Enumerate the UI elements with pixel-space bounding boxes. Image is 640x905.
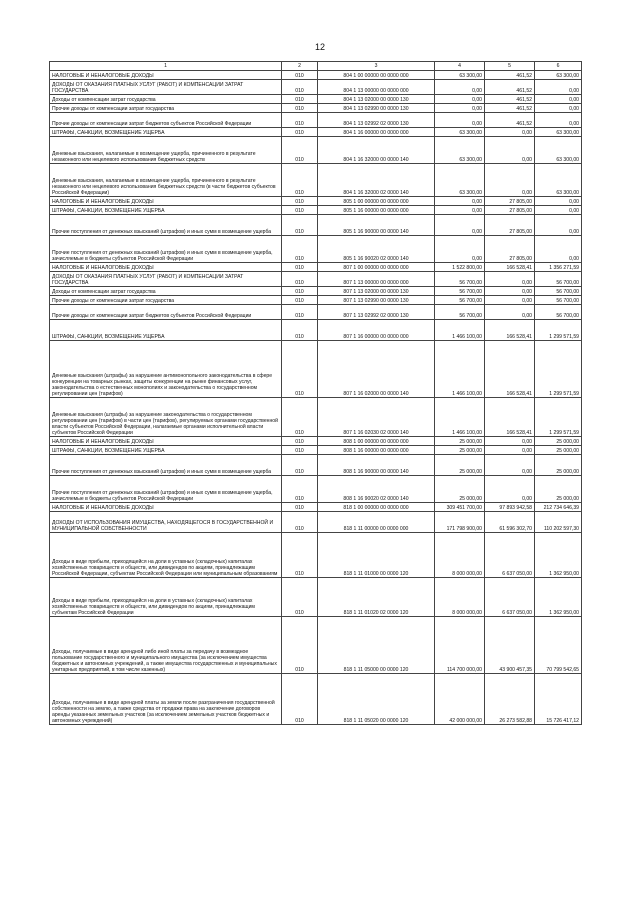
table-row: [50, 398, 582, 437]
executed-amount: 0,00: [485, 137, 535, 164]
executed-amount: 6 637 050,00: [485, 533, 535, 578]
indicator-name: Денежные взыскания (штрафы) за нарушение антимонопольного законодательства в сфере конкуренции на товарных рынках, защиты конкуренции на рынке финансовых услуг, законодательства о естественных монополиях и законодательства о государственном регулировании цен (тарифов): [50, 341, 282, 398]
indicator-name: Доходы от компенсации затрат государства: [50, 287, 282, 296]
indicator-name: ДОХОДЫ ОТ ОКАЗАНИЯ ПЛАТНЫХ УСЛУГ (РАБОТ) И КОМПЕНСАЦИИ ЗАТРАТ ГОСУДАРСТВА: [50, 80, 282, 95]
line-code: 010: [282, 341, 318, 398]
budget-classification-code: 804 1 16 32000 00 0000 140: [318, 137, 435, 164]
page-number: 12: [314, 42, 325, 52]
indicator-name: НАЛОГОВЫЕ И НЕНАЛОГОВЫЕ ДОХОДЫ: [50, 437, 282, 446]
table-row: [50, 263, 582, 272]
table-row: [50, 320, 582, 341]
indicator-name: Прочие поступления от денежных взысканий (штрафов) и иных сумм в возмещение ущерба, зачисляемые в бюджеты субъектов Российской Федерации: [50, 476, 282, 503]
table-row: [50, 455, 582, 476]
table-row: [50, 446, 582, 455]
approved-amount: 63 300,00: [435, 128, 485, 137]
unexecuted-amount: 63 300,00: [535, 71, 582, 80]
column-number: 3: [318, 62, 435, 71]
executed-amount: 27 805,00: [485, 215, 535, 236]
column-number: 4: [435, 62, 485, 71]
line-code: 010: [282, 215, 318, 236]
indicator-name: НАЛОГОВЫЕ И НЕНАЛОГОВЫЕ ДОХОДЫ: [50, 197, 282, 206]
unexecuted-amount: 1 362 950,00: [535, 533, 582, 578]
budget-classification-code: 807 1 00 00000 00 0000 000: [318, 263, 435, 272]
unexecuted-amount: 0,00: [535, 113, 582, 128]
column-number: 5: [485, 62, 535, 71]
table-row: [50, 578, 582, 617]
executed-amount: 166 528,41: [485, 341, 535, 398]
unexecuted-amount: 1 356 271,59: [535, 263, 582, 272]
line-code: 010: [282, 512, 318, 533]
budget-classification-code: 807 1 13 02990 00 0000 130: [318, 296, 435, 305]
indicator-name: Доходы в виде прибыли, приходящейся на доли в уставных (складочных) капиталах хозяйственных товариществ и обществ, или дивидендов по акциям, принадлежащим субъектам Российской Федерации: [50, 578, 282, 617]
line-code: 010: [282, 533, 318, 578]
executed-amount: 166 528,41: [485, 320, 535, 341]
approved-amount: 0,00: [435, 104, 485, 113]
indicator-name: НАЛОГОВЫЕ И НЕНАЛОГОВЫЕ ДОХОДЫ: [50, 263, 282, 272]
revenue-table: [49, 61, 582, 725]
approved-amount: 8 000 000,00: [435, 578, 485, 617]
table-row: [50, 71, 582, 80]
table-row: [50, 674, 582, 725]
approved-amount: 0,00: [435, 236, 485, 263]
budget-classification-code: 804 1 13 00000 00 0000 000: [318, 80, 435, 95]
table-row: [50, 206, 582, 215]
line-code: 010: [282, 80, 318, 95]
executed-amount: 461,52: [485, 71, 535, 80]
unexecuted-amount: 56 700,00: [535, 272, 582, 287]
approved-amount: 1 466 100,00: [435, 341, 485, 398]
unexecuted-amount: 0,00: [535, 197, 582, 206]
unexecuted-amount: 70 799 542,65: [535, 617, 582, 674]
unexecuted-amount: 1 299 571,59: [535, 341, 582, 398]
budget-classification-code: 804 1 16 32000 02 0000 140: [318, 164, 435, 197]
line-code: 010: [282, 617, 318, 674]
line-code: 010: [282, 206, 318, 215]
executed-amount: 0,00: [485, 437, 535, 446]
unexecuted-amount: 1 362 950,00: [535, 578, 582, 617]
approved-amount: 56 700,00: [435, 296, 485, 305]
budget-classification-code: 804 1 16 00000 00 0000 000: [318, 128, 435, 137]
executed-amount: 0,00: [485, 296, 535, 305]
executed-amount: 97 893 942,58: [485, 503, 535, 512]
executed-amount: 461,52: [485, 80, 535, 95]
executed-amount: 43 900 457,35: [485, 617, 535, 674]
unexecuted-amount: 63 300,00: [535, 164, 582, 197]
budget-classification-code: 804 1 13 02992 02 0000 130: [318, 113, 435, 128]
approved-amount: 114 700 000,00: [435, 617, 485, 674]
executed-amount: 461,52: [485, 95, 535, 104]
indicator-name: Денежные взыскания, налагаемые в возмещение ущерба, причиненного в результате незаконного или нецелевого использования бюджетных средств: [50, 137, 282, 164]
budget-classification-code: 818 1 11 05000 00 0000 120: [318, 617, 435, 674]
line-code: 010: [282, 320, 318, 341]
approved-amount: 63 300,00: [435, 164, 485, 197]
approved-amount: 25 000,00: [435, 455, 485, 476]
approved-amount: 42 000 000,00: [435, 674, 485, 725]
indicator-name: Прочие поступления от денежных взысканий (штрафов) и иных сумм в возмещение ущерба: [50, 215, 282, 236]
unexecuted-amount: 1 299 571,59: [535, 320, 582, 341]
approved-amount: 0,00: [435, 215, 485, 236]
approved-amount: 1 466 100,00: [435, 398, 485, 437]
budget-classification-code: 818 1 11 00000 00 0000 000: [318, 512, 435, 533]
approved-amount: 25 000,00: [435, 446, 485, 455]
approved-amount: 0,00: [435, 95, 485, 104]
line-code: 010: [282, 104, 318, 113]
indicator-name: Прочие поступления от денежных взысканий (штрафов) и иных сумм в возмещение ущерба: [50, 455, 282, 476]
approved-amount: 56 700,00: [435, 287, 485, 296]
indicator-name: Денежные взыскания (штрафы) за нарушение законодательства о государственном регулировании цен (тарифов) в части цен (тарифов), регулируемых органами государственной власти субъектов Российской Федерации, налагаемые органами исполнительной власти субъектов Российской Федерации: [50, 398, 282, 437]
line-code: 010: [282, 296, 318, 305]
unexecuted-amount: 63 300,00: [535, 128, 582, 137]
budget-classification-code: 807 1 13 00000 00 0000 000: [318, 272, 435, 287]
budget-classification-code: 807 1 13 02992 02 0000 130: [318, 305, 435, 320]
table-row: [50, 80, 582, 95]
indicator-name: Доходы, получаемые в виде арендной платы за земли после разграничения государственной собственности на землю, а также средства от продажи права на заключение договоров аренды указанных земельных участков (за исключением земельных участков бюджетных и автономных учреждений): [50, 674, 282, 725]
approved-amount: 8 000 000,00: [435, 533, 485, 578]
approved-amount: 171 798 900,00: [435, 512, 485, 533]
executed-amount: 0,00: [485, 164, 535, 197]
budget-classification-code: 804 1 13 02000 00 0000 130: [318, 95, 435, 104]
line-code: 010: [282, 446, 318, 455]
column-number: 2: [282, 62, 318, 71]
column-number: 1: [50, 62, 282, 71]
approved-amount: 1 466 100,00: [435, 320, 485, 341]
line-code: 010: [282, 398, 318, 437]
line-code: 010: [282, 263, 318, 272]
line-code: 010: [282, 113, 318, 128]
unexecuted-amount: 63 300,00: [535, 137, 582, 164]
indicator-name: ШТРАФЫ, САНКЦИИ, ВОЗМЕЩЕНИЕ УЩЕРБА: [50, 206, 282, 215]
table-row: [50, 296, 582, 305]
table-row: [50, 287, 582, 296]
indicator-name: Денежные взыскания, налагаемые в возмещение ущерба, причиненного в результате незаконного или нецелевого использования бюджетных средств (в части бюджетов субъектов Российской Федерации): [50, 164, 282, 197]
unexecuted-amount: 25 000,00: [535, 446, 582, 455]
indicator-name: Прочие поступления от денежных взысканий (штрафов) и иных сумм в возмещение ущерба, зачисляемые в бюджеты субъектов Российской Федерации: [50, 236, 282, 263]
unexecuted-amount: 25 000,00: [535, 455, 582, 476]
table-row: [50, 533, 582, 578]
table-row: [50, 437, 582, 446]
table-row: [50, 476, 582, 503]
line-code: 010: [282, 236, 318, 263]
line-code: 010: [282, 197, 318, 206]
line-code: 010: [282, 305, 318, 320]
approved-amount: 25 000,00: [435, 437, 485, 446]
approved-amount: 0,00: [435, 206, 485, 215]
line-code: 010: [282, 476, 318, 503]
executed-amount: 0,00: [485, 476, 535, 503]
indicator-name: ДОХОДЫ ОТ ИСПОЛЬЗОВАНИЯ ИМУЩЕСТВА, НАХОДЯЩЕГОСЯ В ГОСУДАРСТВЕННОЙ И МУНИЦИПАЛЬНОЙ СОБСТВЕННОСТИ: [50, 512, 282, 533]
table-row: [50, 236, 582, 263]
table-row: [50, 197, 582, 206]
indicator-name: ШТРАФЫ, САНКЦИИ, ВОЗМЕЩЕНИЕ УЩЕРБА: [50, 128, 282, 137]
unexecuted-amount: 25 000,00: [535, 437, 582, 446]
budget-classification-code: 805 1 16 00000 00 0000 000: [318, 206, 435, 215]
indicator-name: Прочие доходы от компенсации затрат государства: [50, 104, 282, 113]
unexecuted-amount: 15 726 417,12: [535, 674, 582, 725]
table-row: [50, 164, 582, 197]
line-code: 010: [282, 674, 318, 725]
line-code: 010: [282, 71, 318, 80]
executed-amount: 461,52: [485, 104, 535, 113]
column-number: 6: [535, 62, 582, 71]
budget-classification-code: 807 1 16 00000 00 0000 000: [318, 320, 435, 341]
budget-classification-code: 805 1 16 90020 02 0000 140: [318, 236, 435, 263]
budget-classification-code: 807 1 16 02000 00 0000 140: [318, 341, 435, 398]
indicator-name: Доходы в виде прибыли, приходящейся на доли в уставных (складочных) капиталах хозяйственных товариществ и обществ, или дивидендов по акциям, принадлежащим Российской Федерации, субъектам Российской Федерации или муниципальным образованиям: [50, 533, 282, 578]
budget-classification-code: 807 1 13 02000 00 0000 130: [318, 287, 435, 296]
unexecuted-amount: 0,00: [535, 215, 582, 236]
approved-amount: 1 522 800,00: [435, 263, 485, 272]
line-code: 010: [282, 287, 318, 296]
table-row: [50, 341, 582, 398]
indicator-name: НАЛОГОВЫЕ И НЕНАЛОГОВЫЕ ДОХОДЫ: [50, 71, 282, 80]
indicator-name: Доходы, получаемые в виде арендной либо иной платы за передачу в возмездное пользование государственного и муниципального имущества (за исключением имущества бюджетных и автономных учреждений, а также имущества государственных и муниципальных унитарных предприятий, в том числе казенных): [50, 617, 282, 674]
approved-amount: 56 700,00: [435, 272, 485, 287]
executed-amount: 166 528,41: [485, 263, 535, 272]
executed-amount: 27 805,00: [485, 236, 535, 263]
budget-classification-code: 808 1 16 90020 02 0000 140: [318, 476, 435, 503]
line-code: 010: [282, 164, 318, 197]
table-row: [50, 113, 582, 128]
column-number-row: [50, 62, 582, 71]
unexecuted-amount: 110 202 597,30: [535, 512, 582, 533]
approved-amount: 56 700,00: [435, 305, 485, 320]
indicator-name: Прочие доходы от компенсации затрат бюджетов субъектов Российской Федерации: [50, 113, 282, 128]
budget-classification-code: 805 1 00 00000 00 0000 000: [318, 197, 435, 206]
unexecuted-amount: 0,00: [535, 236, 582, 263]
approved-amount: 63 300,00: [435, 137, 485, 164]
budget-classification-code: 818 1 11 01020 02 0000 120: [318, 578, 435, 617]
unexecuted-amount: 56 700,00: [535, 296, 582, 305]
table-row: [50, 104, 582, 113]
table-row: [50, 128, 582, 137]
table-body: [50, 71, 582, 725]
budget-classification-code: 804 1 00 00000 00 0000 000: [318, 71, 435, 80]
line-code: 010: [282, 455, 318, 476]
unexecuted-amount: 1 299 571,59: [535, 398, 582, 437]
unexecuted-amount: 0,00: [535, 80, 582, 95]
executed-amount: 0,00: [485, 128, 535, 137]
table-row: [50, 272, 582, 287]
budget-classification-code: 808 1 16 00000 00 0000 000: [318, 446, 435, 455]
approved-amount: 0,00: [435, 80, 485, 95]
table-row: [50, 95, 582, 104]
budget-classification-code: 808 1 00 00000 00 0000 000: [318, 437, 435, 446]
line-code: 010: [282, 128, 318, 137]
table-row: [50, 305, 582, 320]
executed-amount: 461,52: [485, 113, 535, 128]
executed-amount: 0,00: [485, 446, 535, 455]
line-code: 010: [282, 137, 318, 164]
indicator-name: ДОХОДЫ ОТ ОКАЗАНИЯ ПЛАТНЫХ УСЛУГ (РАБОТ) И КОМПЕНСАЦИИ ЗАТРАТ ГОСУДАРСТВА: [50, 272, 282, 287]
unexecuted-amount: 25 000,00: [535, 476, 582, 503]
unexecuted-amount: 0,00: [535, 95, 582, 104]
executed-amount: 0,00: [485, 272, 535, 287]
unexecuted-amount: 56 700,00: [535, 287, 582, 296]
executed-amount: 6 637 050,00: [485, 578, 535, 617]
indicator-name: ШТРАФЫ, САНКЦИИ, ВОЗМЕЩЕНИЕ УЩЕРБА: [50, 446, 282, 455]
indicator-name: Прочие доходы от компенсации затрат государства: [50, 296, 282, 305]
table-row: [50, 503, 582, 512]
line-code: 010: [282, 503, 318, 512]
approved-amount: 0,00: [435, 197, 485, 206]
unexecuted-amount: 212 734 646,39: [535, 503, 582, 512]
unexecuted-amount: 0,00: [535, 104, 582, 113]
indicator-name: Прочие доходы от компенсации затрат бюджетов субъектов Российской Федерации: [50, 305, 282, 320]
executed-amount: 27 805,00: [485, 197, 535, 206]
table-row: [50, 617, 582, 674]
unexecuted-amount: 56 700,00: [535, 305, 582, 320]
indicator-name: ШТРАФЫ, САНКЦИИ, ВОЗМЕЩЕНИЕ УЩЕРБА: [50, 320, 282, 341]
executed-amount: 0,00: [485, 287, 535, 296]
line-code: 010: [282, 437, 318, 446]
line-code: 010: [282, 272, 318, 287]
budget-classification-code: 808 1 16 90000 00 0000 140: [318, 455, 435, 476]
executed-amount: 27 805,00: [485, 206, 535, 215]
approved-amount: 25 000,00: [435, 476, 485, 503]
line-code: 010: [282, 578, 318, 617]
budget-classification-code: 818 1 00 00000 00 0000 000: [318, 503, 435, 512]
budget-classification-code: 804 1 13 02990 00 0000 130: [318, 104, 435, 113]
executed-amount: 0,00: [485, 455, 535, 476]
budget-classification-code: 805 1 16 90000 00 0000 140: [318, 215, 435, 236]
executed-amount: 26 273 582,88: [485, 674, 535, 725]
table-row: [50, 512, 582, 533]
executed-amount: 166 528,41: [485, 398, 535, 437]
budget-classification-code: 807 1 16 02030 02 0000 140: [318, 398, 435, 437]
budget-classification-code: 818 1 11 05020 00 0000 120: [318, 674, 435, 725]
approved-amount: 0,00: [435, 113, 485, 128]
indicator-name: НАЛОГОВЫЕ И НЕНАЛОГОВЫЕ ДОХОДЫ: [50, 503, 282, 512]
table-row: [50, 215, 582, 236]
line-code: 010: [282, 95, 318, 104]
executed-amount: 0,00: [485, 305, 535, 320]
indicator-name: Доходы от компенсации затрат государства: [50, 95, 282, 104]
executed-amount: 61 596 302,70: [485, 512, 535, 533]
approved-amount: 309 451 700,00: [435, 503, 485, 512]
approved-amount: 63 300,00: [435, 71, 485, 80]
unexecuted-amount: 0,00: [535, 206, 582, 215]
budget-classification-code: 818 1 11 01000 00 0000 120: [318, 533, 435, 578]
table-row: [50, 137, 582, 164]
